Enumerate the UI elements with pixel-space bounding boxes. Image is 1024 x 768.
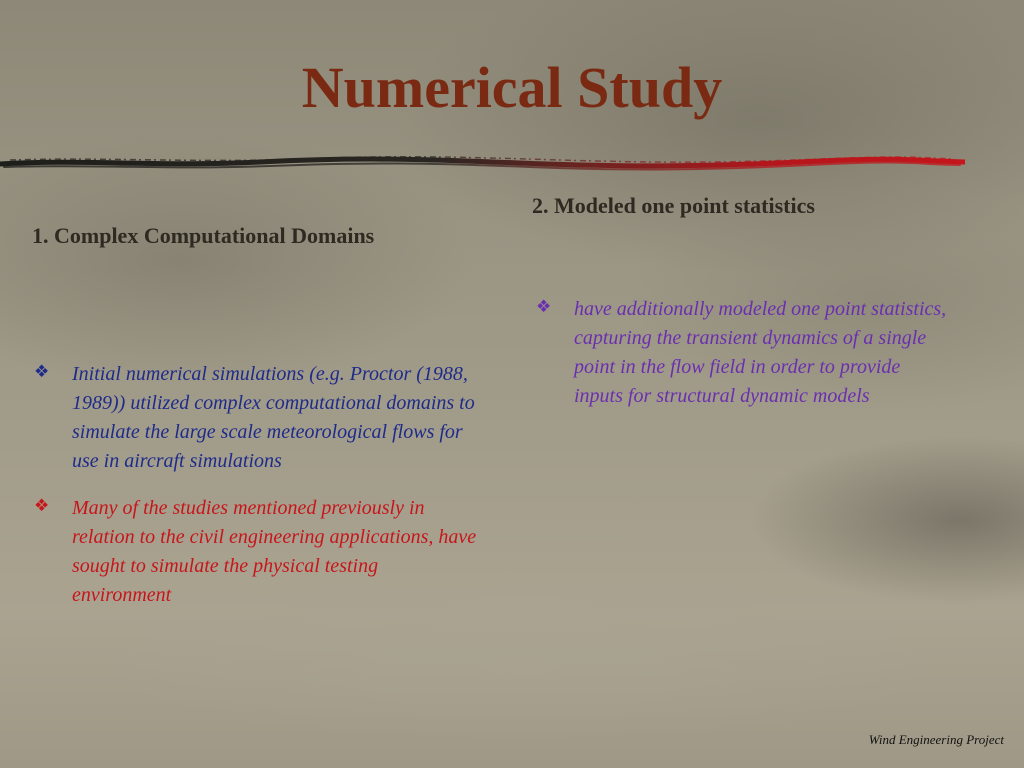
bullet-text: Initial numerical simulations (e.g. Proctor (1988, 1989)) utilized complex computational domains to simulate the large scale meteorological flows for use in aircraft simulations <box>72 363 475 472</box>
bullet-text: Many of the studies mentioned previously in relation to the civil engineering applications, have sought to simulate the physical testing environment <box>72 497 477 606</box>
right-bullet-list <box>534 295 954 429</box>
diamond-quad-icon: ❖ <box>34 496 50 515</box>
brush-stroke-divider <box>0 150 965 180</box>
left-bullet-list <box>32 360 482 628</box>
bullet-item <box>32 494 482 610</box>
footer-label: Wind Engineering Project <box>868 732 1004 747</box>
slide-title: Numerical Study <box>301 55 723 120</box>
diamond-quad-icon: ❖ <box>536 297 552 316</box>
bullet-item <box>534 295 954 411</box>
bullet-item <box>32 360 482 476</box>
right-column-heading: 2. Modeled one point statistics <box>532 193 815 218</box>
left-column-heading: 1. Complex Computational Domains <box>32 223 375 248</box>
bullet-text: have additionally modeled one point statistics, capturing the transient dynamics of a single point in the flow field in order to provide inputs for structural dynamic models <box>574 298 947 407</box>
diamond-quad-icon: ❖ <box>34 362 50 381</box>
